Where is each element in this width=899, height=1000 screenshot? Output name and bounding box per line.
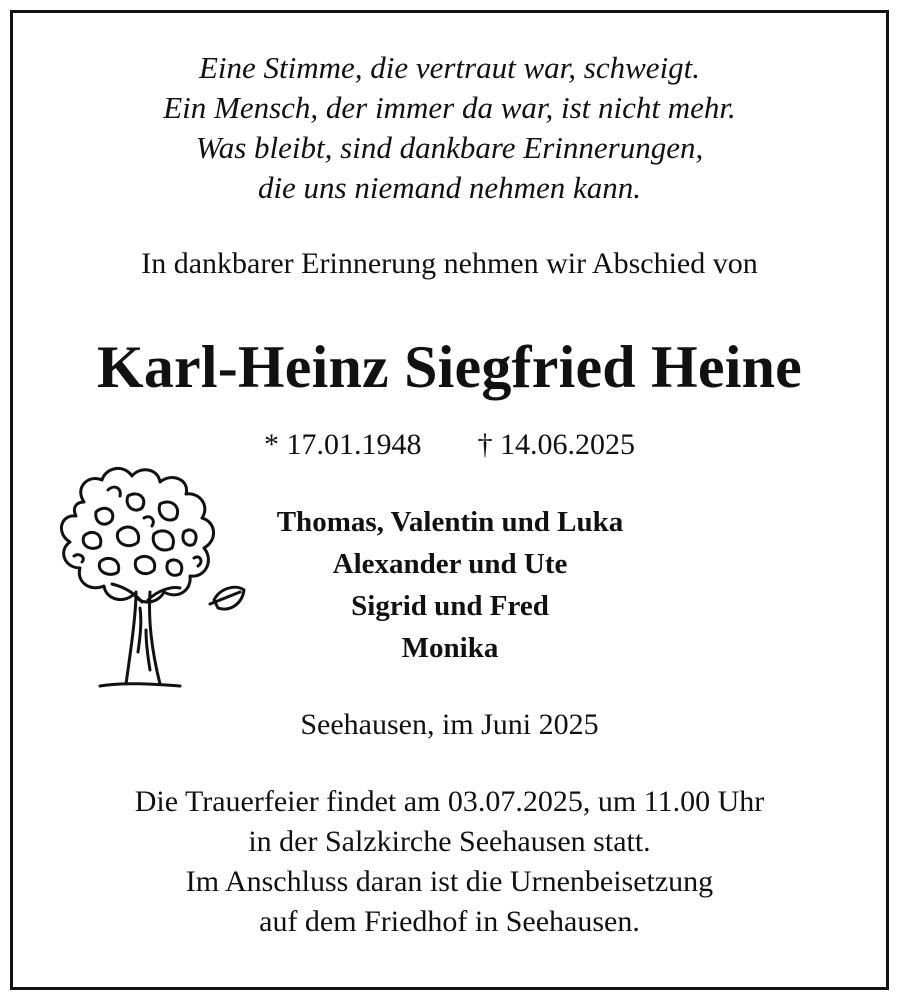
funeral-info-line-1: Die Trauerfeier findet am 03.07.2025, um 11.00 Uhr — [134, 785, 765, 818]
funeral-info-line-2: in der Salzkirche Seehausen statt. — [248, 825, 651, 858]
mourner-1: Thomas, Valentin und Luka — [276, 506, 624, 538]
mourner-2: Alexander und Ute — [332, 548, 568, 580]
place-date: Seehausen, im Juni 2025 — [300, 708, 599, 741]
poem-line-2: Ein Mensch, der immer da war, ist nicht mehr. — [163, 90, 736, 125]
mourner-3: Sigrid und Fred — [351, 590, 549, 622]
poem-line-3: Was bleibt, sind dankbare Erinnerungen, — [195, 130, 704, 165]
birth-date: * 17.01.1948 — [264, 428, 422, 461]
funeral-info-line-3: Im Anschluss daran ist die Urnenbeisetzung — [185, 865, 714, 898]
mourner-4: Monika — [401, 632, 499, 664]
life-dates — [0, 428, 899, 462]
poem-line-1: Eine Stimme, die vertraut war, schweigt. — [198, 50, 701, 85]
funeral-info-line-4: auf dem Friedhof in Seehausen. — [259, 905, 640, 938]
intro-text: In dankbarer Erinnerung nehmen wir Abschied von — [141, 247, 758, 280]
poem-line-4: die uns niemand nehmen kann. — [257, 170, 642, 205]
death-date: † 14.06.2025 — [477, 428, 635, 461]
deceased-name: Karl-Heinz Siegfried Heine — [96, 334, 803, 400]
